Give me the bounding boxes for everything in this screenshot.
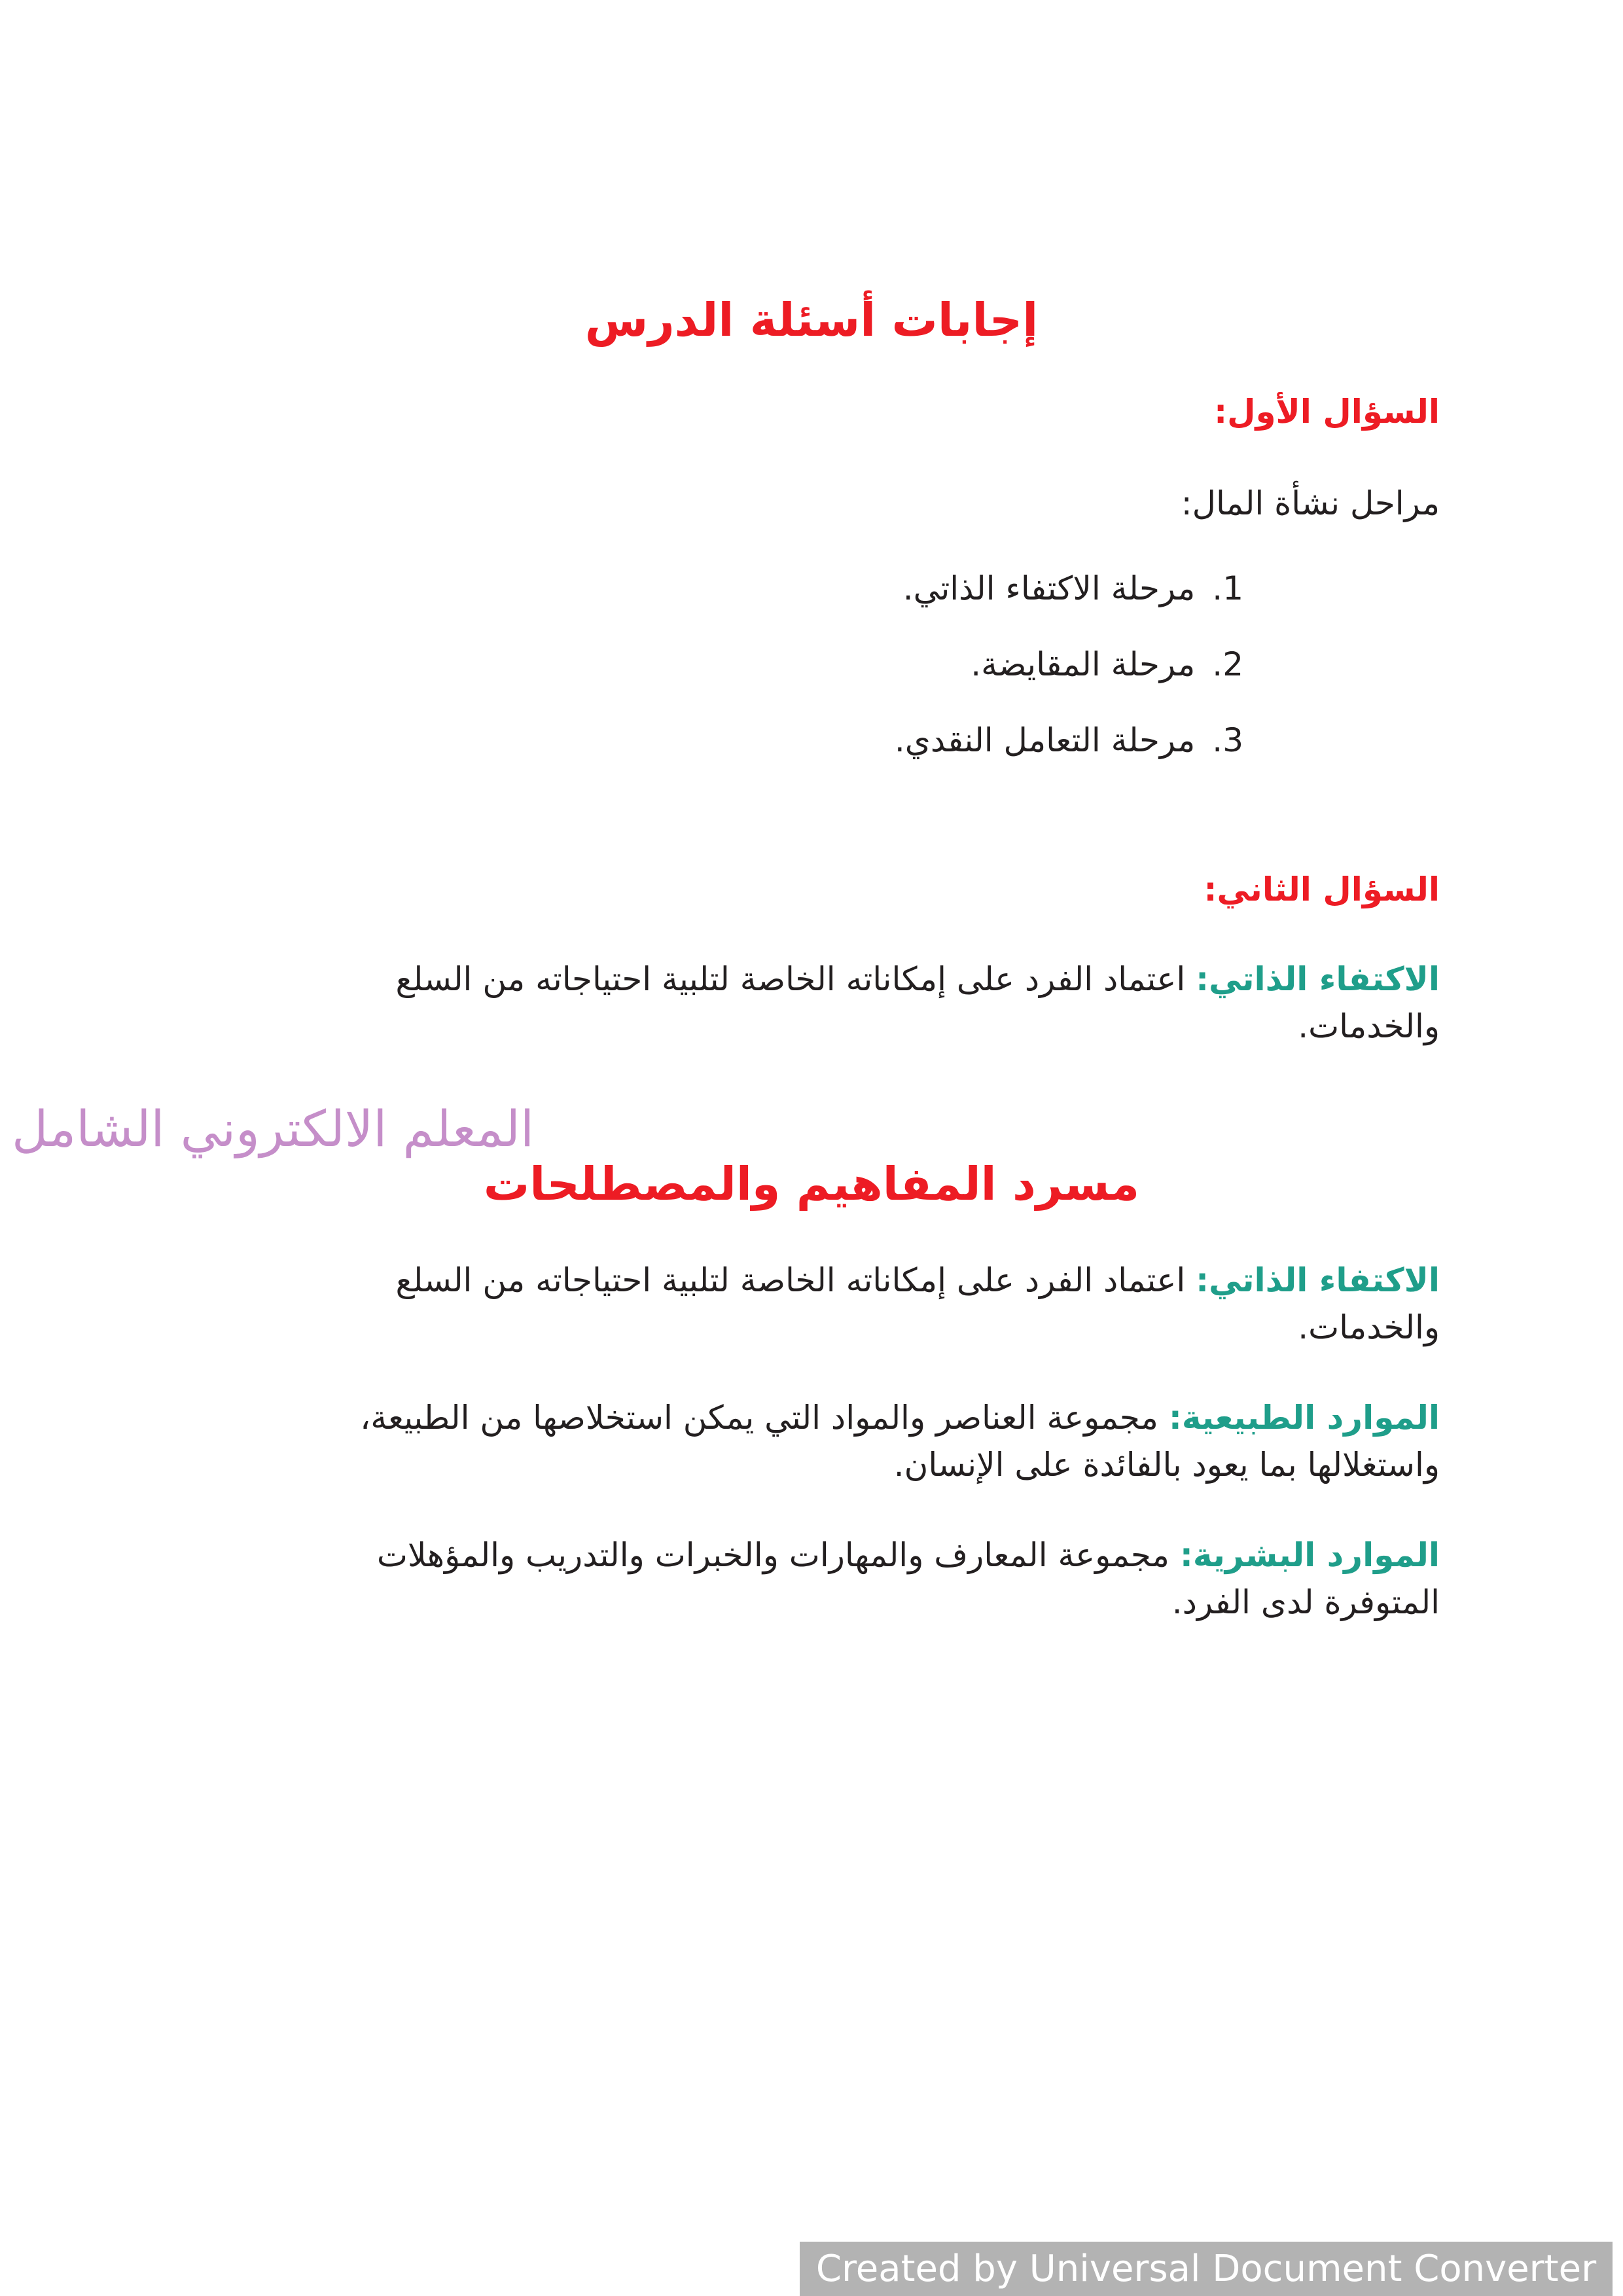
watermark-text: المعلم الالكتروني الشامل (12, 1100, 535, 1158)
question-1-label: السؤال الأول: (1214, 393, 1440, 431)
list-item-number: 2. (1212, 645, 1243, 683)
list-item (895, 645, 1243, 721)
definition-term: الموارد البشرية: (1179, 1536, 1440, 1574)
definition-term: الموارد الطبيعية: (1168, 1399, 1440, 1437)
glossary-entry (308, 1257, 1440, 1351)
converter-stamp: Created by Universal Document Converter (800, 2242, 1613, 2296)
definition-term: الاكتفاء الذاتي: (1196, 960, 1440, 998)
list-item-text: مرحلة الاكتفاء الذاتي. (902, 569, 1196, 607)
question-2-label: السؤال الثاني: (1204, 870, 1440, 908)
list-item (895, 569, 1243, 645)
glossary-entry (308, 1394, 1440, 1488)
question-1-intro: مراحل نشأة المال: (1181, 484, 1440, 522)
question-2-answer (308, 956, 1440, 1050)
definition-text: اعتماد الفرد على إمكاناته الخاصة لتلبية احتياجاته من السلع والخدمات. (395, 960, 1440, 1045)
glossary-title: مسرد المفاهيم والمصطلحات (483, 1157, 1140, 1211)
glossary-entry (308, 1532, 1440, 1626)
list-item-text: مرحلة المقايضة. (971, 645, 1196, 683)
money-stages-list (895, 569, 1243, 797)
definition-term: الاكتفاء الذاتي: (1196, 1261, 1440, 1299)
definition-text: مجموعة المعارف والمهارات والخبرات والتدريب والمؤهلات المتوفرة لدى الفرد. (376, 1536, 1440, 1621)
list-item (895, 721, 1243, 797)
list-item-number: 3. (1212, 721, 1243, 759)
answers-title: إجابات أسئلة الدرس (584, 293, 1039, 347)
definition-text: اعتماد الفرد على إمكاناته الخاصة لتلبية احتياجاته من السلع والخدمات. (395, 1261, 1440, 1346)
definition-text: مجموعة العناصر والمواد التي يمكن استخلاصها من الطبيعة، واستغلالها بما يعود بالفائدة على الإنسان. (360, 1399, 1440, 1484)
list-item-text: مرحلة التعامل النقدي. (894, 721, 1196, 759)
list-item-number: 1. (1212, 569, 1243, 607)
